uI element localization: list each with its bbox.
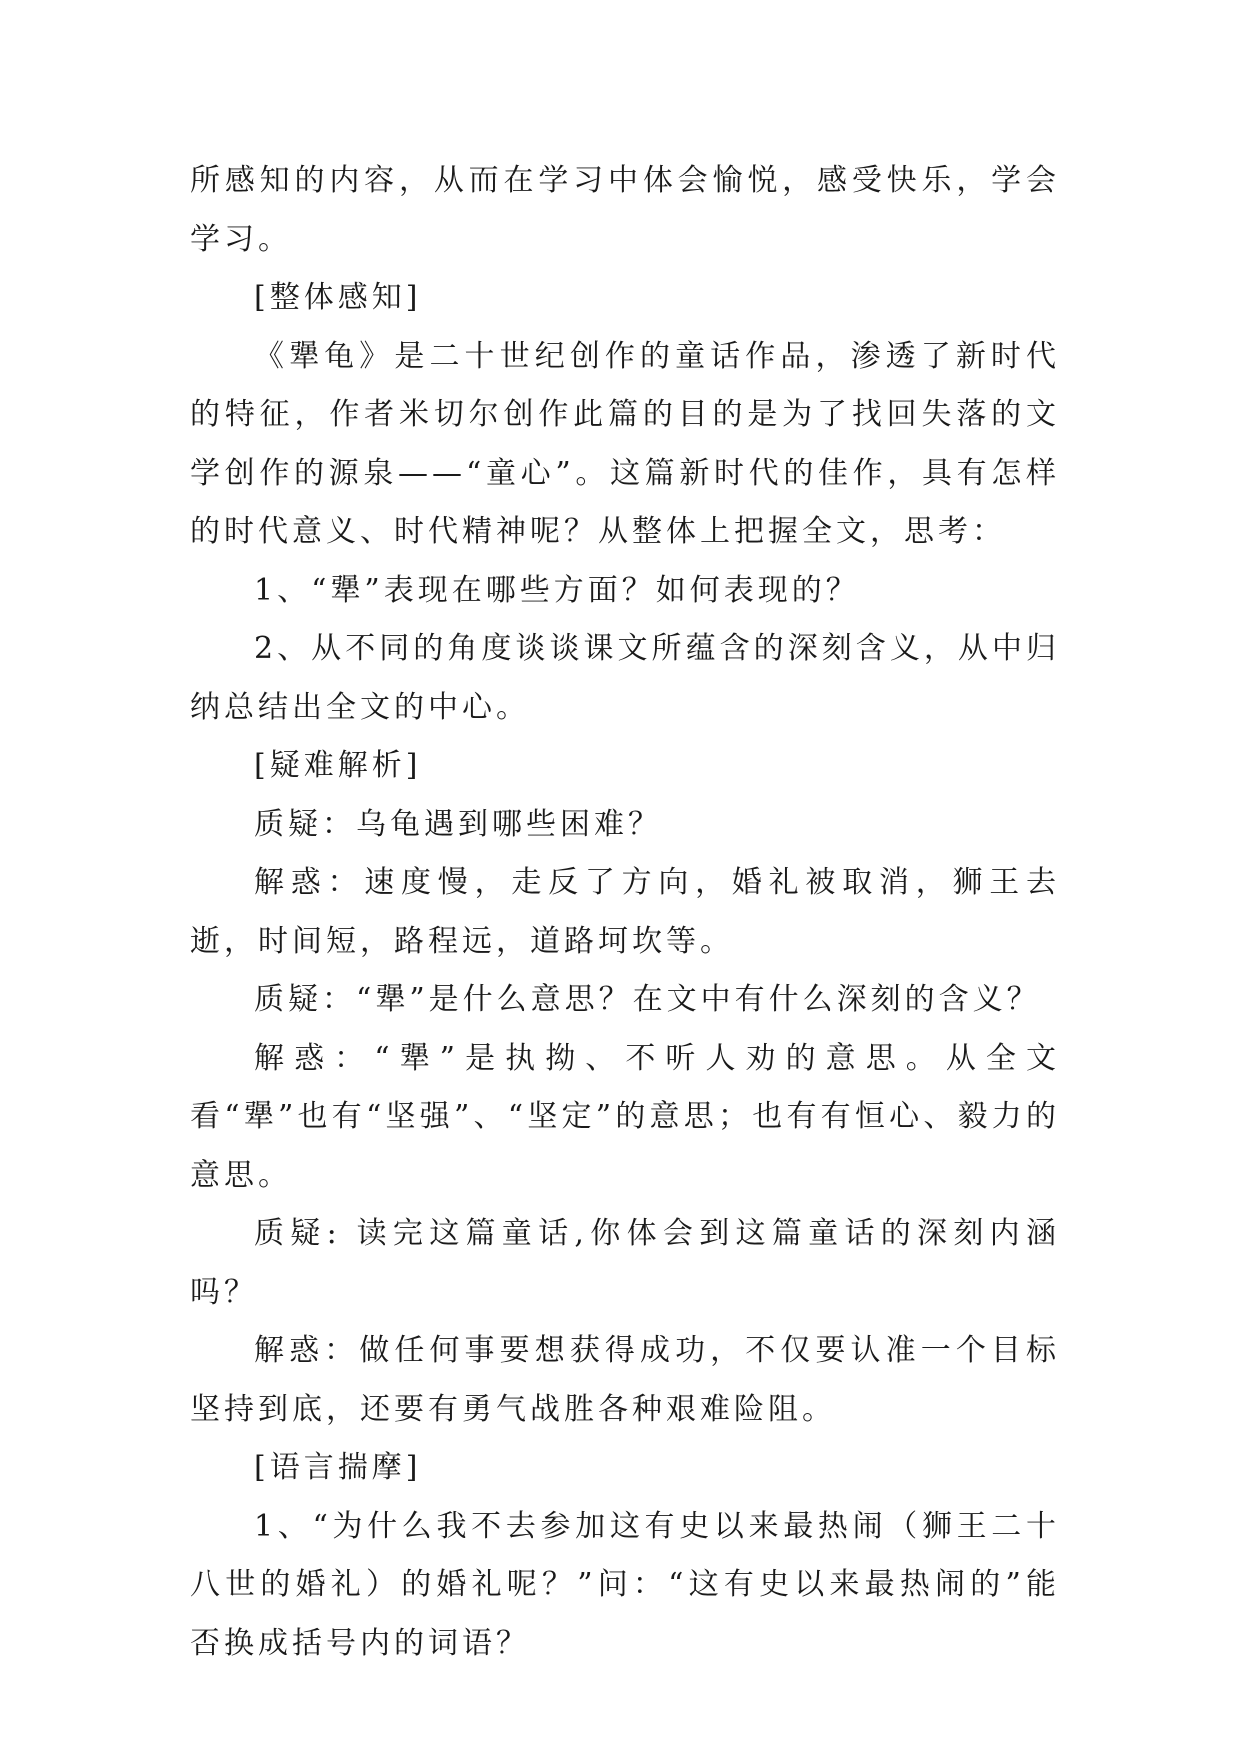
- paragraph-continuation: 所感知的内容，从而在学习中体会愉悦，感受快乐，学会学习。: [190, 163, 1060, 257]
- question-paragraph: 质疑：“犟”是什么意思？在文中有什么深刻的含义？: [254, 982, 1041, 1017]
- section-heading-difficulty-analysis: [疑难解析]: [254, 748, 422, 783]
- paragraph-intro: 《犟龟》是二十世纪创作的童话作品，渗透了新时代的特征，作者米切尔创作此篇的目的是为了找回失落的文学创作的源泉——“童心”。这篇新时代的佳作，具有怎样的时代意义、时代精神呢？从整体上把握全文，思考：: [190, 338, 1060, 549]
- answer-paragraph: 解惑：做任何事要想获得成功，不仅要认准一个目标坚持到底，还要有勇气战胜各种艰难险阻。: [190, 1333, 1060, 1427]
- section-heading-overall-perception: [整体感知]: [254, 280, 422, 315]
- question-item-1: 1、“犟”表现在哪些方面？如何表现的？: [254, 572, 860, 608]
- language-question-1: 1、“为什么我不去参加这有史以来最热闹（狮王二十八世的婚礼）的婚礼呢？”问：“这有史以来最热闹的”能否换成括号内的词语？: [190, 1508, 1060, 1661]
- question-paragraph: 质疑: 读完这篇童话,你体会到这篇童话的深刻内涵吗？: [190, 1216, 1060, 1310]
- answer-paragraph: 解惑：“犟”是执拗、不听人劝的意思。从全文看“犟”也有“坚强”、“坚定”的意思；也有有恒心、毅力的意思。: [190, 1040, 1060, 1193]
- answer-paragraph: 解惑：速度慢，走反了方向，婚礼被取消，狮王去逝，时间短，路程远，道路坷坎等。: [190, 865, 1060, 959]
- section-heading-language-study: [语言揣摩]: [254, 1450, 422, 1485]
- document-body: [190, 152, 1060, 1673]
- question-paragraph: 质疑：乌龟遇到哪些困难？: [254, 806, 662, 842]
- question-item-2: 2、从不同的角度谈谈课文所蕴含的深刻含义，从中归纳总结出全文的中心。: [190, 631, 1060, 725]
